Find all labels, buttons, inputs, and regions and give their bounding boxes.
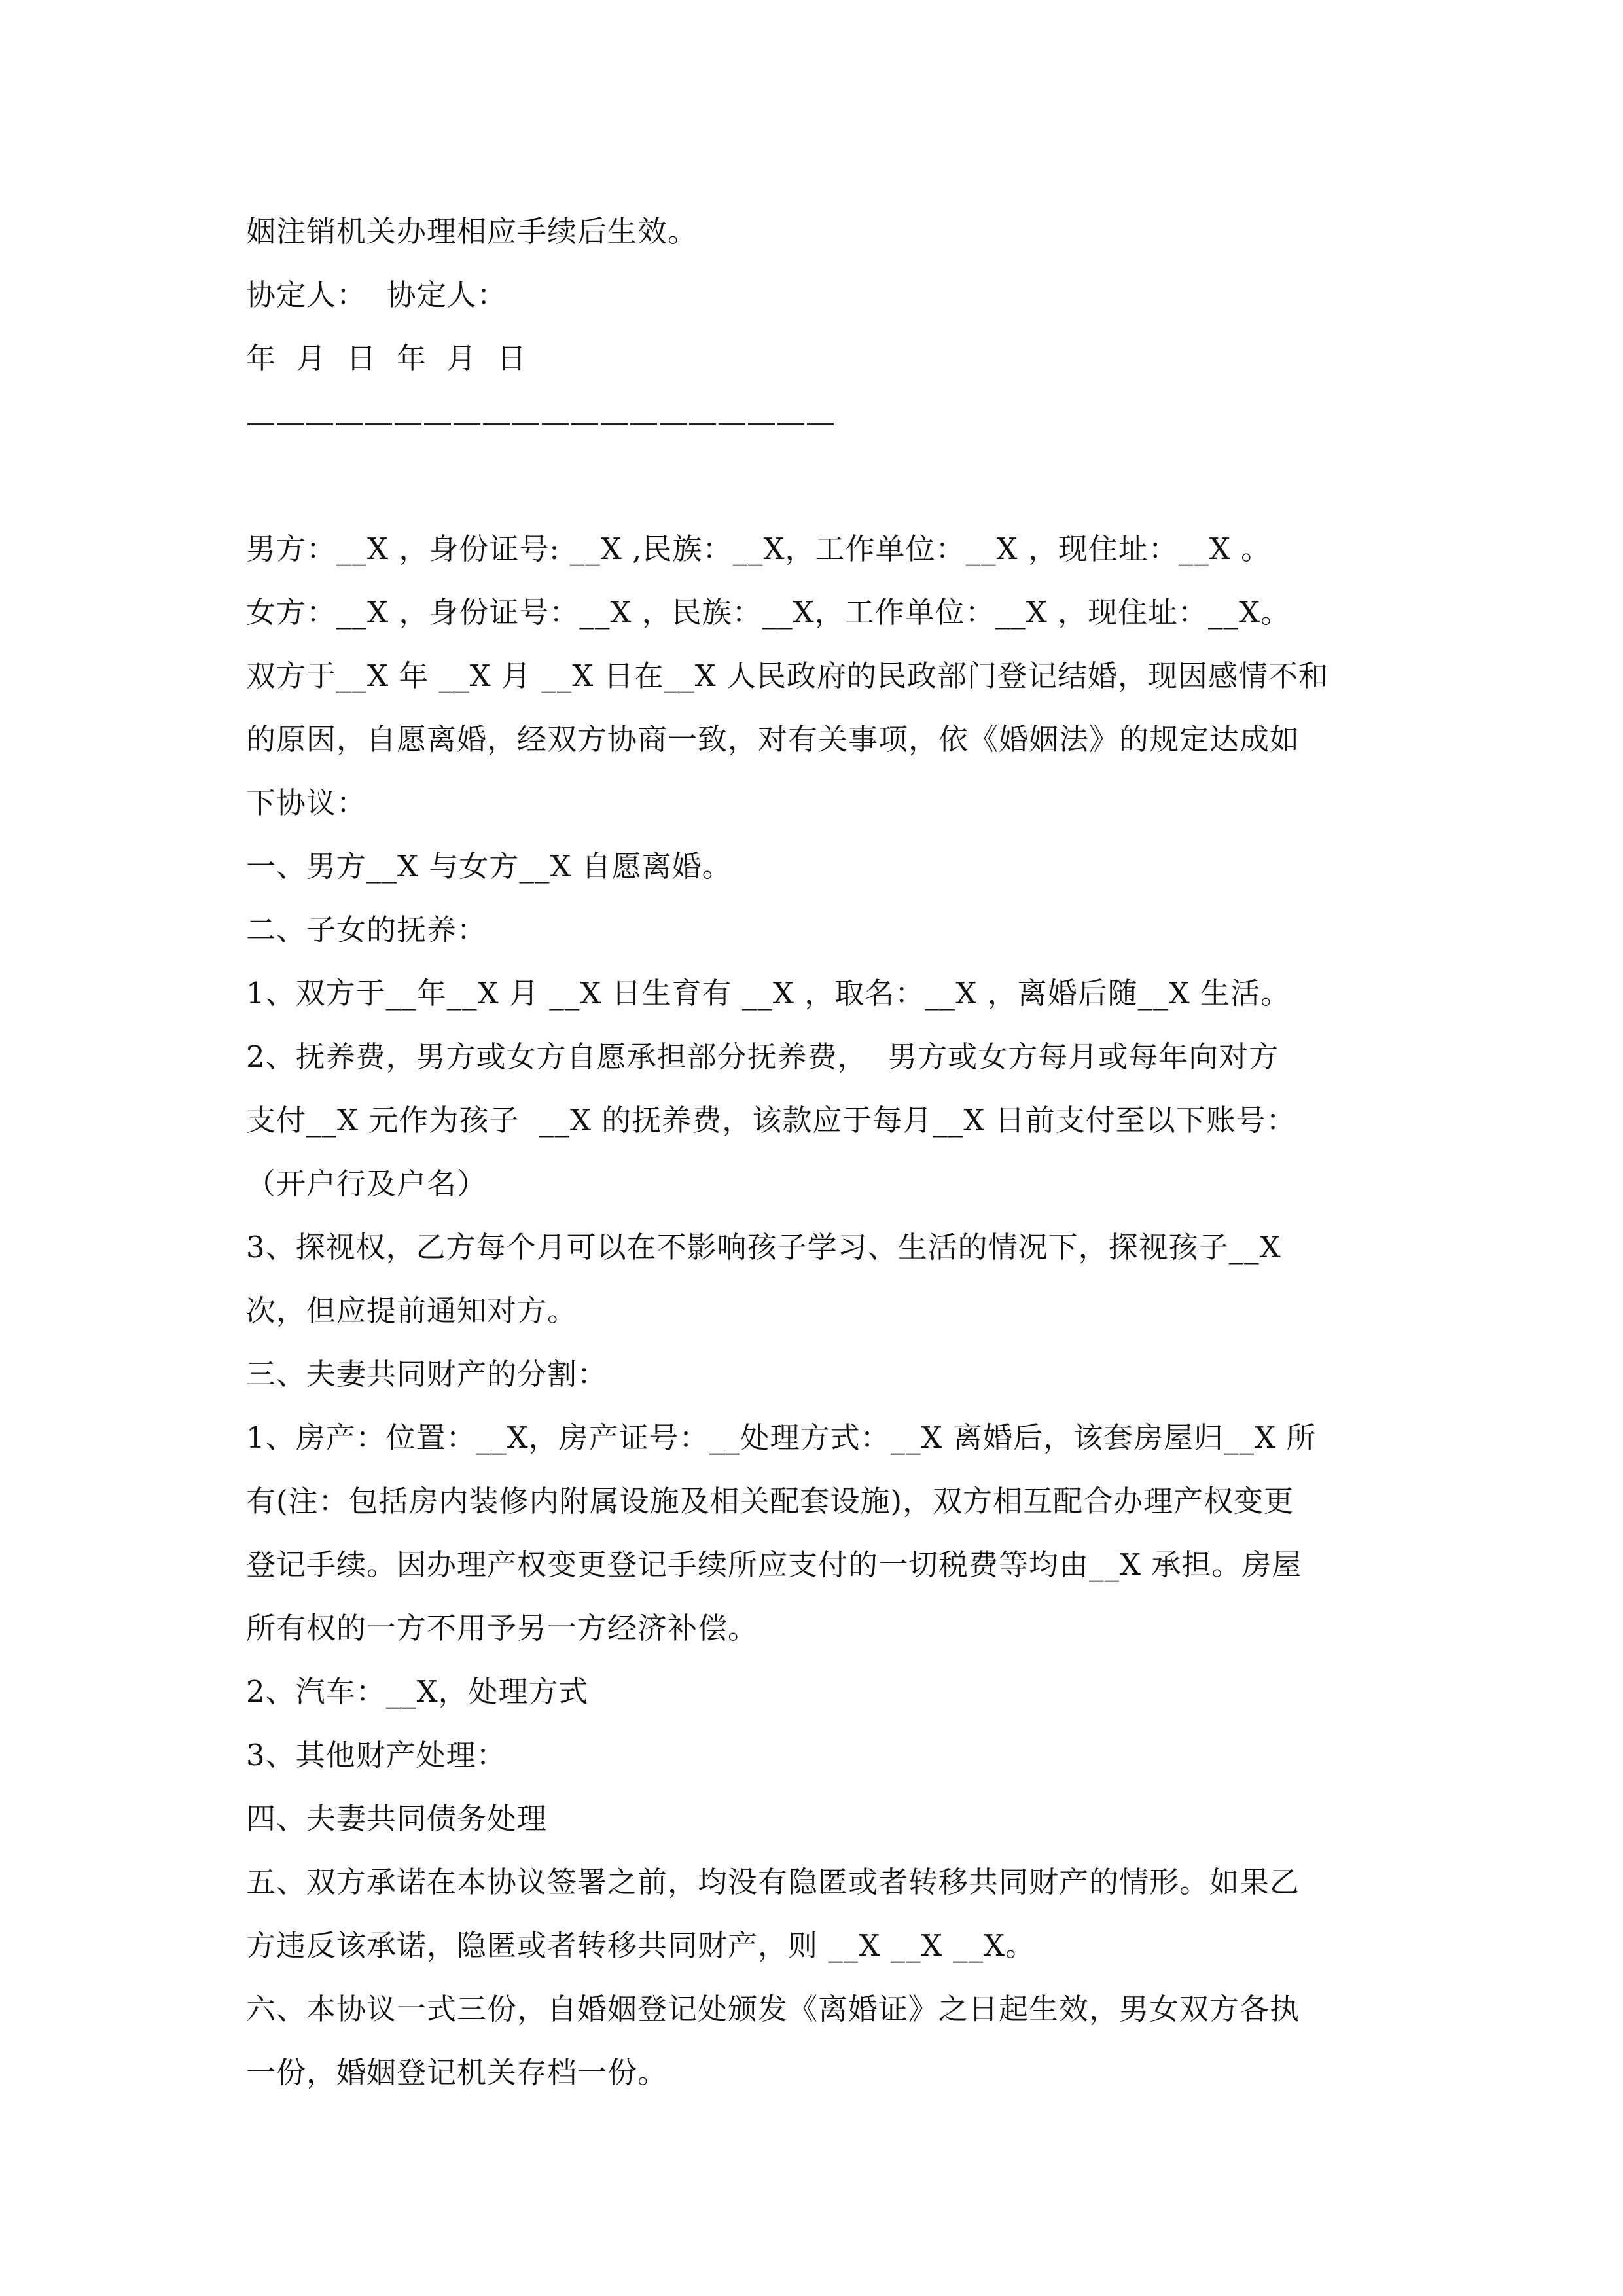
paragraph-line: 四、夫妻共同债务处理: [246, 1801, 548, 1836]
clause-5: [246, 1850, 1385, 1977]
clause-3-1: [246, 1406, 1385, 1660]
blank-line: [246, 454, 1385, 517]
paragraph-line: 双方于__X 年 __X 月 __X 日在__X 人民政府的民政部门登记结婚，现因感情不和: [246, 658, 1329, 693]
paragraph-line: 五、双方承诺在本协议签署之前，均没有隐匿或者转移共同财产的情形。如果乙: [246, 1865, 1300, 1899]
paragraph-line: 有(注：包括房内装修内附属设施及相关配套设施)，双方相互配合办理产权变更: [246, 1484, 1294, 1518]
paragraph-line: 3、其他财产处理：: [246, 1738, 507, 1772]
document-body: [246, 200, 1385, 2104]
paragraph-line: 2、汽车：__X，处理方式: [246, 1674, 589, 1709]
divider-line: ————————————————————: [246, 404, 835, 439]
paragraph-line: 次，但应提前通知对方。: [246, 1293, 578, 1328]
clause-3-heading: [246, 1342, 1385, 1406]
text-line-husband-info: 男方：__X ，身份证号: __X ,民族：__X，工作单位：__X ，现住址：__X 。: [246, 531, 1272, 566]
clause-6: [246, 1977, 1385, 2104]
paragraph-line: 所有权的一方不用予另一方经济补偿。: [246, 1611, 758, 1645]
clause-4: [246, 1787, 1385, 1850]
clause-2-heading: [246, 898, 1385, 961]
paragraph-line: （开户行及户名）: [246, 1166, 488, 1201]
paragraph-preamble: [246, 644, 1385, 834]
paragraph-line: 1、房产：位置：__X，房产证号：__处理方式：__X 离婚后，该套房屋归__X 所: [246, 1420, 1317, 1455]
paragraph-line: 的原因，自愿离婚，经双方协商一致，对有关事项，依《婚姻法》的规定达成如: [246, 722, 1300, 757]
clause-2-1: [246, 961, 1385, 1025]
paragraph-line: 2、抚养费，男方或女方自愿承担部分抚养费， 男方或女方每月或每年向对方: [246, 1039, 1279, 1074]
clause-2-2: [246, 1025, 1385, 1215]
text-line-signatories: 协定人： 协定人：: [246, 278, 507, 312]
text-line-dates: 年 月 日 年 月 日: [246, 341, 527, 376]
clause-1: [246, 834, 1385, 898]
clause-3-3: [246, 1723, 1385, 1787]
paragraph-line: 一份，婚姻登记机关存档一份。: [246, 2055, 668, 2090]
paragraph-line: 1、双方于__年__X 月 __X 日生育有 __X ，取名：__X ，离婚后随__X 生活。: [246, 976, 1291, 1011]
paragraph-line: 下协议：: [246, 785, 367, 820]
paragraph-line: 登记手续。因办理产权变更登记手续所应支付的一切税费等均由__X 承担。房屋: [246, 1547, 1302, 1582]
paragraph-line: 支付__X 元作为孩子 __X 的抚养费，该款应于每月__X 日前支付至以下账号：: [246, 1103, 1296, 1138]
text-line-wife-info: 女方：__X ，身份证号：__X ，民族：__X，工作单位：__X ，现住址：__X。: [246, 595, 1291, 630]
clause-3-2: [246, 1660, 1385, 1723]
paragraph-line: 三、夫妻共同财产的分割：: [246, 1357, 608, 1391]
paragraph-line: 六、本协议一式三份，自婚姻登记处颁发《离婚证》之日起生效，男女双方各执: [246, 1992, 1300, 2026]
paragraph-line: 3、探视权，乙方每个月可以在不影响孩子学习、生活的情况下，探视孩子__X: [246, 1230, 1281, 1265]
clause-2-3: [246, 1215, 1385, 1342]
paragraph-line: 二、子女的抚养：: [246, 912, 488, 947]
paragraph-line: 方违反该承诺，隐匿或者转移共同财产，则 __X __X __X。: [246, 1928, 1036, 1963]
paragraph-line: 一、男方__X 与女方__X 自愿离婚。: [246, 849, 732, 884]
text-line-effective: 姻注销机关办理相应手续后生效。: [246, 214, 698, 249]
